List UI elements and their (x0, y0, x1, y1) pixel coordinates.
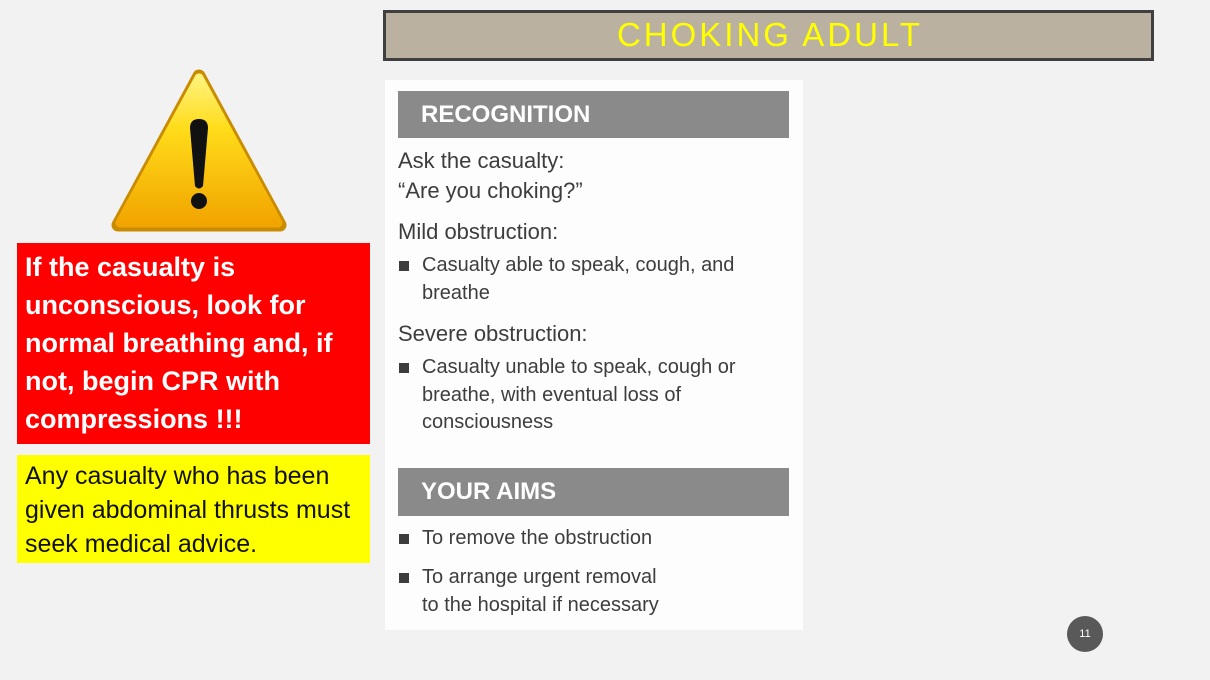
exclamation-dot (191, 193, 207, 209)
square-bullet-icon (399, 534, 409, 544)
list-item (399, 252, 789, 307)
advice-line: given abdominal thrusts must (25, 496, 351, 524)
alert-line: If the casualty is (25, 252, 236, 282)
square-bullet-icon (399, 261, 409, 271)
bullet-line: To arrange urgent removal (422, 566, 657, 588)
slide-title: CHOKING ADULT (616, 16, 924, 53)
aims-header (398, 468, 789, 516)
bullet-line: consciousness (422, 411, 554, 433)
recognition-heading: RECOGNITION (421, 101, 591, 128)
list-item (399, 354, 789, 437)
bullet-line: to the hospital if necessary (422, 593, 659, 616)
advice-line: seek medical advice. (25, 530, 258, 558)
severe-obstruction-label: Severe obstruction: (398, 321, 588, 346)
page-number: 11 (1067, 616, 1103, 652)
advice-line: Any casualty who has been (25, 462, 330, 490)
unconscious-alert-box (17, 243, 370, 444)
bullet-line: To remove the obstruction (422, 527, 653, 549)
alert-line: not, begin CPR with (25, 366, 280, 396)
medical-advice-box (17, 455, 370, 563)
alert-line: unconscious, look for (25, 290, 306, 320)
warning-triangle-icon (110, 67, 292, 235)
square-bullet-icon (399, 573, 409, 583)
ask-label: Ask the casualty: (398, 148, 565, 173)
list-item (399, 564, 789, 619)
mild-obstruction-label: Mild obstruction: (398, 219, 559, 244)
first-aid-guide-panel (385, 80, 803, 630)
square-bullet-icon (399, 363, 409, 373)
alert-line: compressions !!! (25, 404, 243, 434)
alert-line: normal breathing and, if (25, 328, 333, 358)
bullet-line: Casualty able to speak, cough, and (422, 254, 735, 276)
bullet-line: Casualty unable to speak, cough or (422, 356, 736, 378)
title-bar (383, 10, 1154, 61)
recognition-header (398, 91, 789, 138)
aims-heading: YOUR AIMS (421, 478, 557, 505)
list-item (399, 525, 789, 553)
bullet-line: breathe, with eventual loss of (422, 383, 682, 406)
ask-question: “Are you choking?” (398, 178, 583, 203)
bullet-line: breathe (422, 281, 490, 304)
